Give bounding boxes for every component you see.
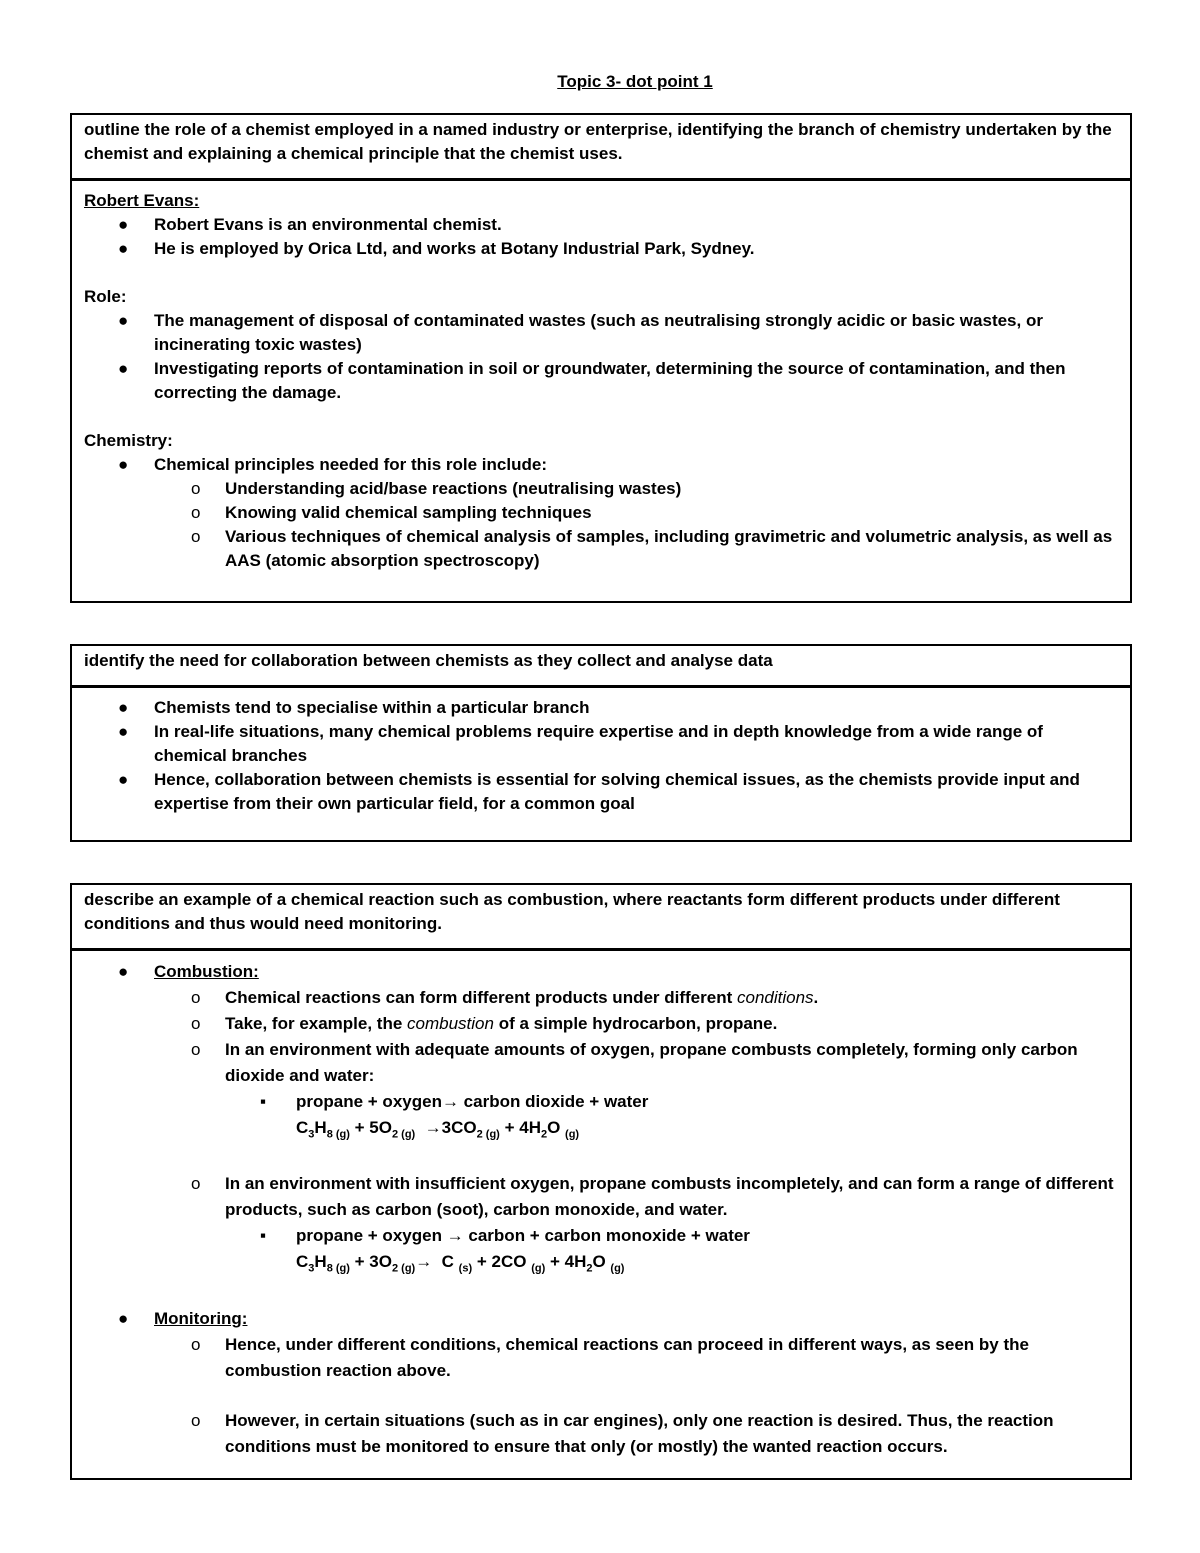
list-item: ● The management of disposal of contaminated wastes (such as neutralising strongly acidic or basic wastes, or incinerating toxic wastes)	[118, 311, 1043, 354]
list-item: ● Hence, collaboration between chemists is essential for solving chemical issues, as the chemists provide input and expertise from their own particular field, for a common goal	[118, 770, 1080, 813]
list-item: ▪ propane + oxygen→ carbon dioxide + water	[260, 1092, 649, 1111]
role-label: Role:	[84, 287, 127, 306]
list-item: ● Combustion:	[118, 962, 259, 981]
chemical-equation: $C_3H_{8 (g)} + 5O_{2 (g)} \to 3CO_{2 (g)} + 4H_2O$ $_{(g)}$	[296, 1118, 580, 1141]
section-combustion	[70, 883, 1132, 1480]
list-item: o Various techniques of chemical analysis of samples, including gravimetric and volumetric analysis, as well as AAS (atomic absorption spectroscopy)	[191, 527, 1113, 570]
section-role-of-chemist	[70, 113, 1132, 603]
list-item: ● Monitoring:	[118, 1308, 248, 1328]
section-heading: describe an example of a chemical reaction such as combustion, where reactants form different products under different conditions and thus would need monitoring.	[72, 885, 1130, 951]
list-item: o In an environment with adequate amounts of oxygen, propane combusts completely, forming only carbon dioxide and water:	[191, 1040, 1078, 1085]
list-item: o Hence, under different conditions, chemical reactions can proceed in different ways, as seen by the combustion reaction above.	[191, 1334, 1029, 1380]
list-item: ● Investigating reports of contamination in soil or groundwater, determining the source of contamination, and then correcting the damage.	[118, 359, 1066, 402]
list-item: o Knowing valid chemical sampling techniques	[191, 503, 592, 522]
section-collaboration	[70, 644, 1132, 842]
page-title: Topic 3- dot point 1	[557, 72, 713, 91]
list-item: o Take, for example, the combustion of a simple hydrocarbon, propane.	[191, 1014, 778, 1033]
list-item: o Chemical reactions can form different products under different conditions.	[191, 988, 819, 1007]
list-item: ● In real-life situations, many chemical problems require expertise and in depth knowledge from a wide range of chemical branches	[118, 722, 1043, 765]
chemistry-label: Chemistry:	[84, 431, 173, 450]
section-heading: outline the role of a chemist employed in a named industry or enterprise, identifying the branch of chemistry undertaken by the chemist and explaining a chemical principle that the chemist uses.	[72, 115, 1130, 181]
list-item: ● Chemists tend to specialise within a particular branch	[118, 698, 590, 717]
list-item: ▪ propane + oxygen → carbon + carbon monoxide + water	[260, 1226, 750, 1246]
list-item: o In an environment with insufficient oxygen, propane combusts incompletely, and can form a range of different products, such as carbon (soot), carbon monoxide, and water.	[191, 1174, 1114, 1220]
list-item: o However, in certain situations (such as in car engines), only one reaction is desired. Thus, the reaction conditions must be monitored to ensure that only (or mostly) the wanted reaction occurs.	[191, 1410, 1054, 1456]
list-item: ● Chemical principles needed for this role include:	[118, 455, 547, 474]
list-item: ● Robert Evans is an environmental chemist.	[118, 215, 502, 234]
section-heading: identify the need for collaboration between chemists as they collect and analyse data	[72, 646, 1130, 688]
list-item: ● He is employed by Orica Ltd, and works at Botany Industrial Park, Sydney.	[118, 239, 755, 258]
chemical-equation: $C_3H_{8 (g)} + 3O_{2 (g)}\to C$ $_{(s)}$ + 2CO $_{(g)} + 4H_2O$ $_{(g)}$	[296, 1252, 625, 1275]
list-item: o Understanding acid/base reactions (neutralising wastes)	[191, 479, 682, 498]
person-label: Robert Evans:	[84, 191, 200, 210]
